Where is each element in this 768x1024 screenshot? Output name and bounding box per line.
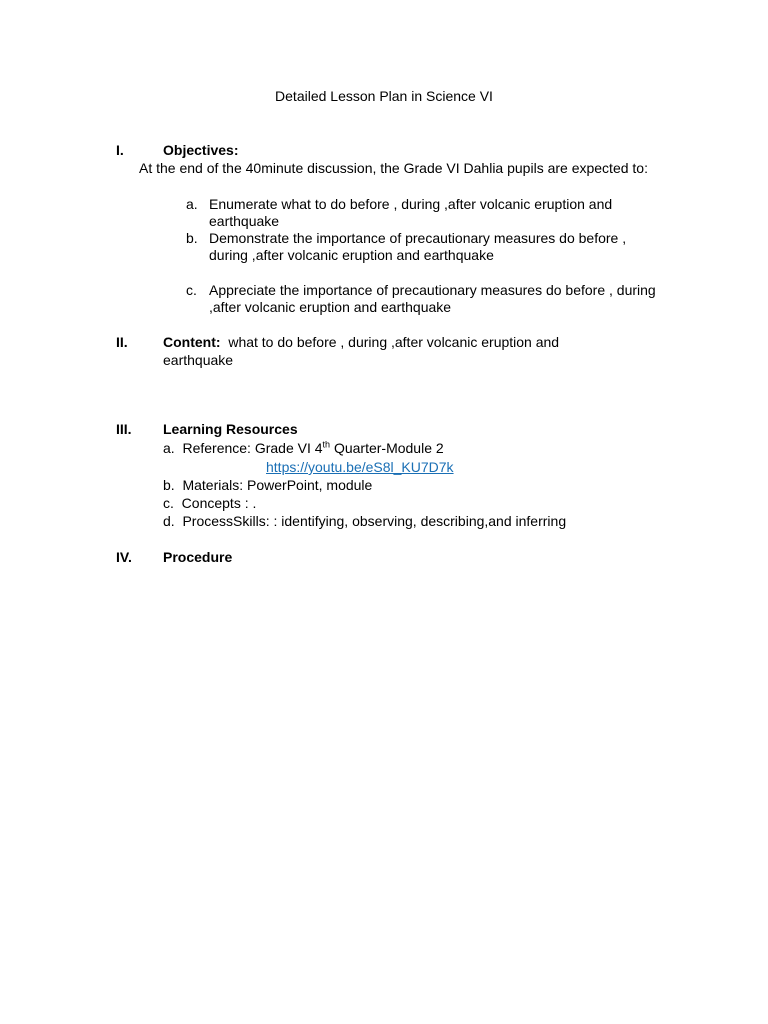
objective-item-text: Appreciate the importance of precautionary measures do before , during ,after volcanic eruption and earthquake xyxy=(209,282,656,315)
objective-item-label: c. xyxy=(186,282,197,298)
concepts-text: Concepts : . xyxy=(181,495,257,511)
section-heading-resources: Learning Resources xyxy=(163,421,298,437)
resource-skills xyxy=(163,512,566,530)
section-heading-content: Content: xyxy=(163,334,221,350)
document-title: Detailed Lesson Plan in Science VI xyxy=(275,88,493,104)
reference-prefix: Reference: Grade VI 4 xyxy=(182,440,323,456)
objective-item-text: Enumerate what to do before , during ,after volcanic eruption and earthquake xyxy=(209,196,613,229)
section-number-resources: III. xyxy=(116,421,132,437)
objective-item-label: a. xyxy=(186,196,198,212)
section-heading-procedure: Procedure xyxy=(163,549,233,565)
objective-item-text: Demonstrate the importance of precautionary measures do before , during ,after volcanic eruption and earthquake xyxy=(209,230,627,263)
objective-item-label: b. xyxy=(186,230,198,246)
resource-reference xyxy=(163,439,444,457)
section-number-content: II. xyxy=(116,334,128,350)
resource-materials xyxy=(163,476,372,494)
section-heading-objectives: Objectives: xyxy=(163,142,239,158)
resource-label: d. xyxy=(163,513,175,529)
content-text-continued: earthquake xyxy=(163,352,234,368)
objective-item xyxy=(186,282,656,316)
resource-label: c. xyxy=(163,495,174,511)
section-number-procedure: IV. xyxy=(116,549,132,565)
reference-superscript: th xyxy=(322,439,331,450)
content-text: what to do before , during ,after volcanic eruption and xyxy=(228,334,560,350)
objectives-intro: At the end of the 40minute discussion, the Grade VI Dahlia pupils are expected to: xyxy=(139,160,648,176)
materials-text: Materials: PowerPoint, module xyxy=(182,477,373,493)
skills-text: ProcessSkills: : identifying, observing, describing,and inferring xyxy=(182,513,567,529)
video-link[interactable]: https://youtu.be/eS8l_KU7D7k xyxy=(266,459,454,475)
objective-item xyxy=(186,196,656,230)
objective-item xyxy=(186,230,656,264)
content-line xyxy=(163,333,559,351)
resource-label: b. xyxy=(163,477,175,493)
reference-suffix: Quarter-Module 2 xyxy=(330,440,444,456)
resource-concepts xyxy=(163,494,256,512)
resource-label: a. xyxy=(163,440,175,456)
section-number-objectives: I. xyxy=(116,142,124,158)
